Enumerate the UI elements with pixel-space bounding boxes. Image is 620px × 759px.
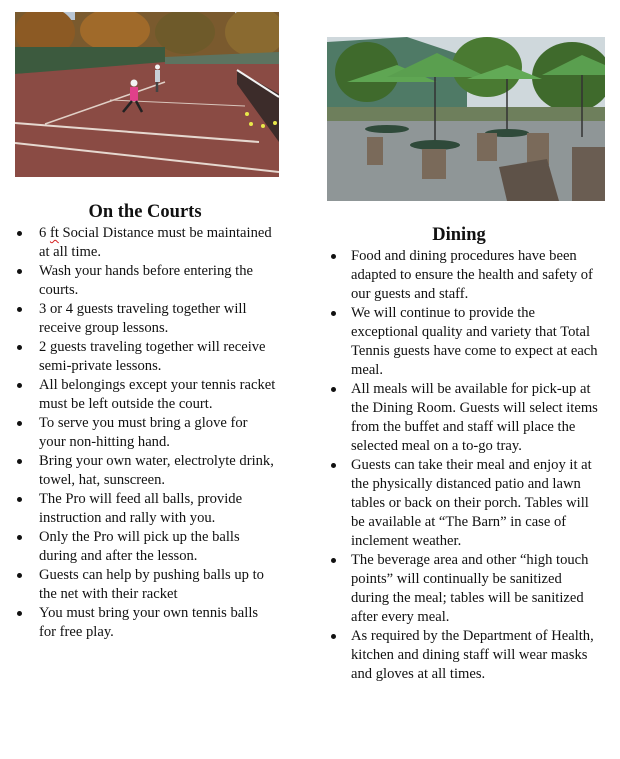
list-item: Only the Pro will pick up the balls during and after the lesson.: [0, 528, 277, 566]
spellcheck-flagged-word[interactable]: ft: [49, 225, 59, 241]
list-item: All meals will be available for pick-up at the Dining Room. Guests will select items from the buffet and staff will place the selected meal on a to-go tray.: [314, 380, 599, 456]
list-item: Food and dining procedures have been adapted to ensure the health and safety of our guests and staff.: [314, 247, 599, 304]
bullet-icon: [17, 497, 22, 502]
bullet-icon: [331, 634, 336, 639]
list-item: To serve you must bring a glove for your non-hitting hand.: [0, 414, 277, 452]
list-item: Guests can help by pushing balls up to the net with their racket: [0, 566, 277, 604]
bullet-icon: [17, 269, 22, 274]
courts-heading: On the Courts: [88, 202, 202, 222]
bullet-icon: [331, 254, 336, 259]
bullet-icon: [17, 611, 22, 616]
list-item: 2 guests traveling together will receive semi-private lessons.: [0, 338, 277, 376]
bullet-icon: [17, 573, 22, 578]
courts-section: [0, 200, 300, 642]
list-item: 3 or 4 guests traveling together will receive group lessons.: [0, 300, 277, 338]
courts-rules-list: [0, 224, 300, 642]
list-item: All belongings except your tennis racket must be left outside the court.: [0, 376, 277, 414]
bullet-icon: [331, 311, 336, 316]
bullet-icon: [17, 535, 22, 540]
bullet-icon: [17, 231, 22, 236]
list-item: The Pro will feed all balls, provide instruction and rally with you.: [0, 490, 277, 528]
list-item: 6 ft Social Distance must be maintained at all time.: [0, 224, 277, 262]
dining-rules-list: [314, 247, 614, 684]
bullet-icon: [17, 383, 22, 388]
tennis-court-image: [15, 12, 279, 177]
bullet-icon: [17, 421, 22, 426]
list-item: Guests can take their meal and enjoy it at the physically distanced patio and lawn tables or back on their porch. Tables will be available at “The Barn” in case of inclement weather.: [314, 456, 599, 551]
list-item: As required by the Department of Health, kitchen and dining staff will wear masks and gloves at all times.: [314, 627, 599, 684]
list-item: Wash your hands before entering the courts.: [0, 262, 277, 300]
bullet-icon: [331, 387, 336, 392]
list-item: We will continue to provide the exceptional quality and variety that Total Tennis guests have come to expect at each meal.: [314, 304, 599, 380]
bullet-icon: [17, 459, 22, 464]
list-item: You must bring your own tennis balls for free play.: [0, 604, 277, 642]
dining-patio-photo: [327, 37, 605, 201]
list-item: Bring your own water, electrolyte drink, towel, hat, sunscreen.: [0, 452, 277, 490]
bullet-icon: [331, 463, 336, 468]
dining-patio-image: [327, 37, 605, 201]
bullet-icon: [331, 558, 336, 563]
bullet-icon: [17, 307, 22, 312]
dining-heading: Dining: [432, 225, 486, 245]
dining-section: [314, 223, 614, 684]
tennis-court-photo: [15, 12, 279, 177]
list-item: The beverage area and other “high touch points” will continually be sanitized during the meal; tables will be sanitized after every meal.: [314, 551, 599, 627]
bullet-icon: [17, 345, 22, 350]
